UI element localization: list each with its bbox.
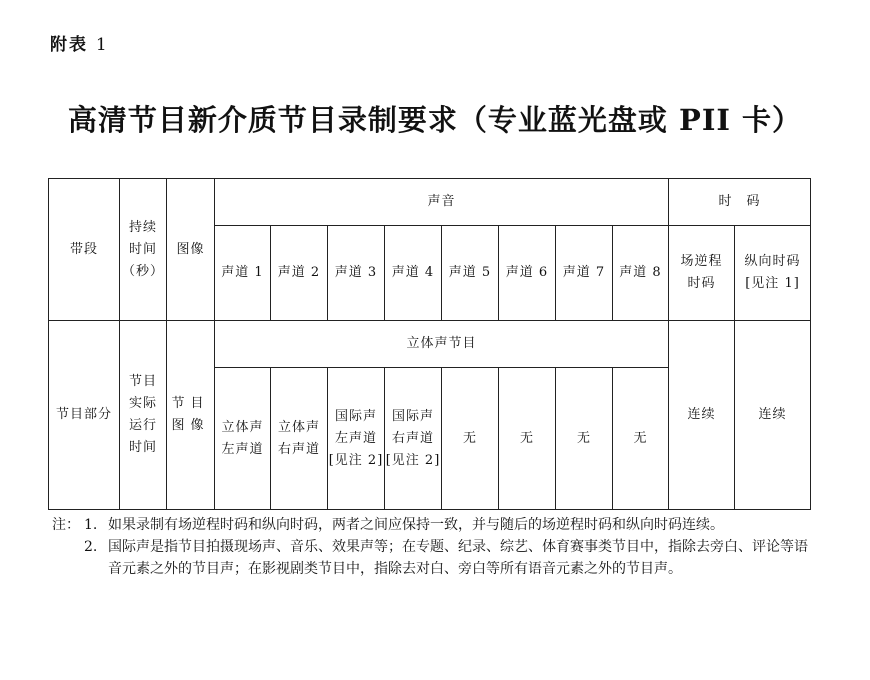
header-field-timecode-line: 时码: [687, 276, 716, 291]
program-channel-7: 无: [556, 368, 613, 510]
program-channel-line: 右声道: [277, 441, 320, 457]
header-field-timecode-line: 场逆程: [680, 254, 723, 269]
recording-requirements-table: [48, 178, 811, 510]
header-channel: 声道 3: [328, 226, 385, 321]
program-channel-6: 无: [499, 368, 556, 510]
header-channel: 声道 6: [499, 226, 556, 321]
header-duration-line: （秒）: [121, 263, 164, 279]
header-timecode: 时 码: [669, 179, 811, 226]
notes-section: [52, 514, 812, 580]
page-title: 高清节目新介质节目录制要求（专业蓝光盘或 PII 卡）: [67, 103, 803, 137]
program-field-timecode: 连续: [669, 321, 735, 510]
header-vertical-timecode: [735, 226, 811, 321]
program-channel-line: [见注 2]: [328, 452, 384, 468]
header-channel: 声道 1: [215, 226, 271, 321]
header-channel: 声道 2: [271, 226, 328, 321]
program-channel-2: [271, 368, 328, 510]
header-duration: [120, 179, 167, 321]
program-channel-5: 无: [442, 368, 499, 510]
appendix-label: [50, 30, 109, 55]
header-image: 图像: [167, 179, 215, 321]
program-channel-1: [215, 368, 271, 510]
program-duration: [120, 321, 167, 510]
header-duration-line: 时间: [128, 241, 157, 257]
appendix-label-text: 附表: [50, 35, 88, 55]
program-image: [167, 321, 215, 510]
note-item: [52, 514, 812, 536]
header-channel: 声道 8: [613, 226, 669, 321]
note-item: [52, 536, 812, 580]
header-audio: 声音: [215, 179, 669, 226]
header-vertical-timecode-line: [见注 1]: [745, 276, 800, 291]
program-duration-line: 运行: [128, 418, 157, 433]
note-text: 国际声是指节目拍摄现场声、音乐、效果声等；在专题、纪录、综艺、体育赛事类节目中，指除去旁白、评论等语音元素之外的节目声；在影视剧类节目中，指除去对白、旁白等所有语音元素之外的节目声。: [108, 539, 808, 577]
program-vertical-timecode: 连续: [735, 321, 811, 510]
appendix-number: 1: [95, 35, 109, 55]
program-channel-line: 国际声: [391, 408, 434, 424]
program-channel-line: [见注 2]: [385, 452, 441, 468]
header-field-timecode: [669, 226, 735, 321]
note-number: 2.: [84, 539, 98, 555]
header-channel: 声道 4: [385, 226, 442, 321]
program-channel-line: 立体声: [221, 419, 264, 435]
header-duration-line: 持续: [128, 219, 157, 235]
header-channel: 声道 5: [442, 226, 499, 321]
program-channel-8: 无: [613, 368, 669, 510]
program-duration-line: 时间: [128, 440, 157, 455]
program-channel-line: 左声道: [221, 441, 264, 457]
header-vertical-timecode-line: 纵向时码: [744, 254, 801, 269]
notes-prefix: 注：: [52, 517, 80, 533]
header-channel: 声道 7: [556, 226, 613, 321]
program-image-line: 图像: [171, 418, 210, 433]
program-channel-line: 国际声: [334, 408, 377, 424]
program-channel-line: 立体声: [277, 419, 320, 435]
program-channel-line: 左声道: [334, 430, 377, 446]
program-image-line: 节目: [171, 396, 210, 411]
note-number: 1.: [84, 517, 98, 533]
program-channel-line: 右声道: [391, 430, 434, 446]
program-duration-line: 实际: [128, 396, 157, 411]
program-band: 节目部分: [49, 321, 120, 510]
program-duration-line: 节目: [128, 374, 157, 389]
stereo-program-label: 立体声节目: [215, 321, 669, 368]
header-band: 带段: [49, 179, 120, 321]
program-channel-3: [328, 368, 385, 510]
note-text: 如果录制有场逆程时码和纵向时码，两者之间应保持一致，并与随后的场逆程时码和纵向时码连续。: [108, 517, 724, 533]
program-channel-4: [385, 368, 442, 510]
